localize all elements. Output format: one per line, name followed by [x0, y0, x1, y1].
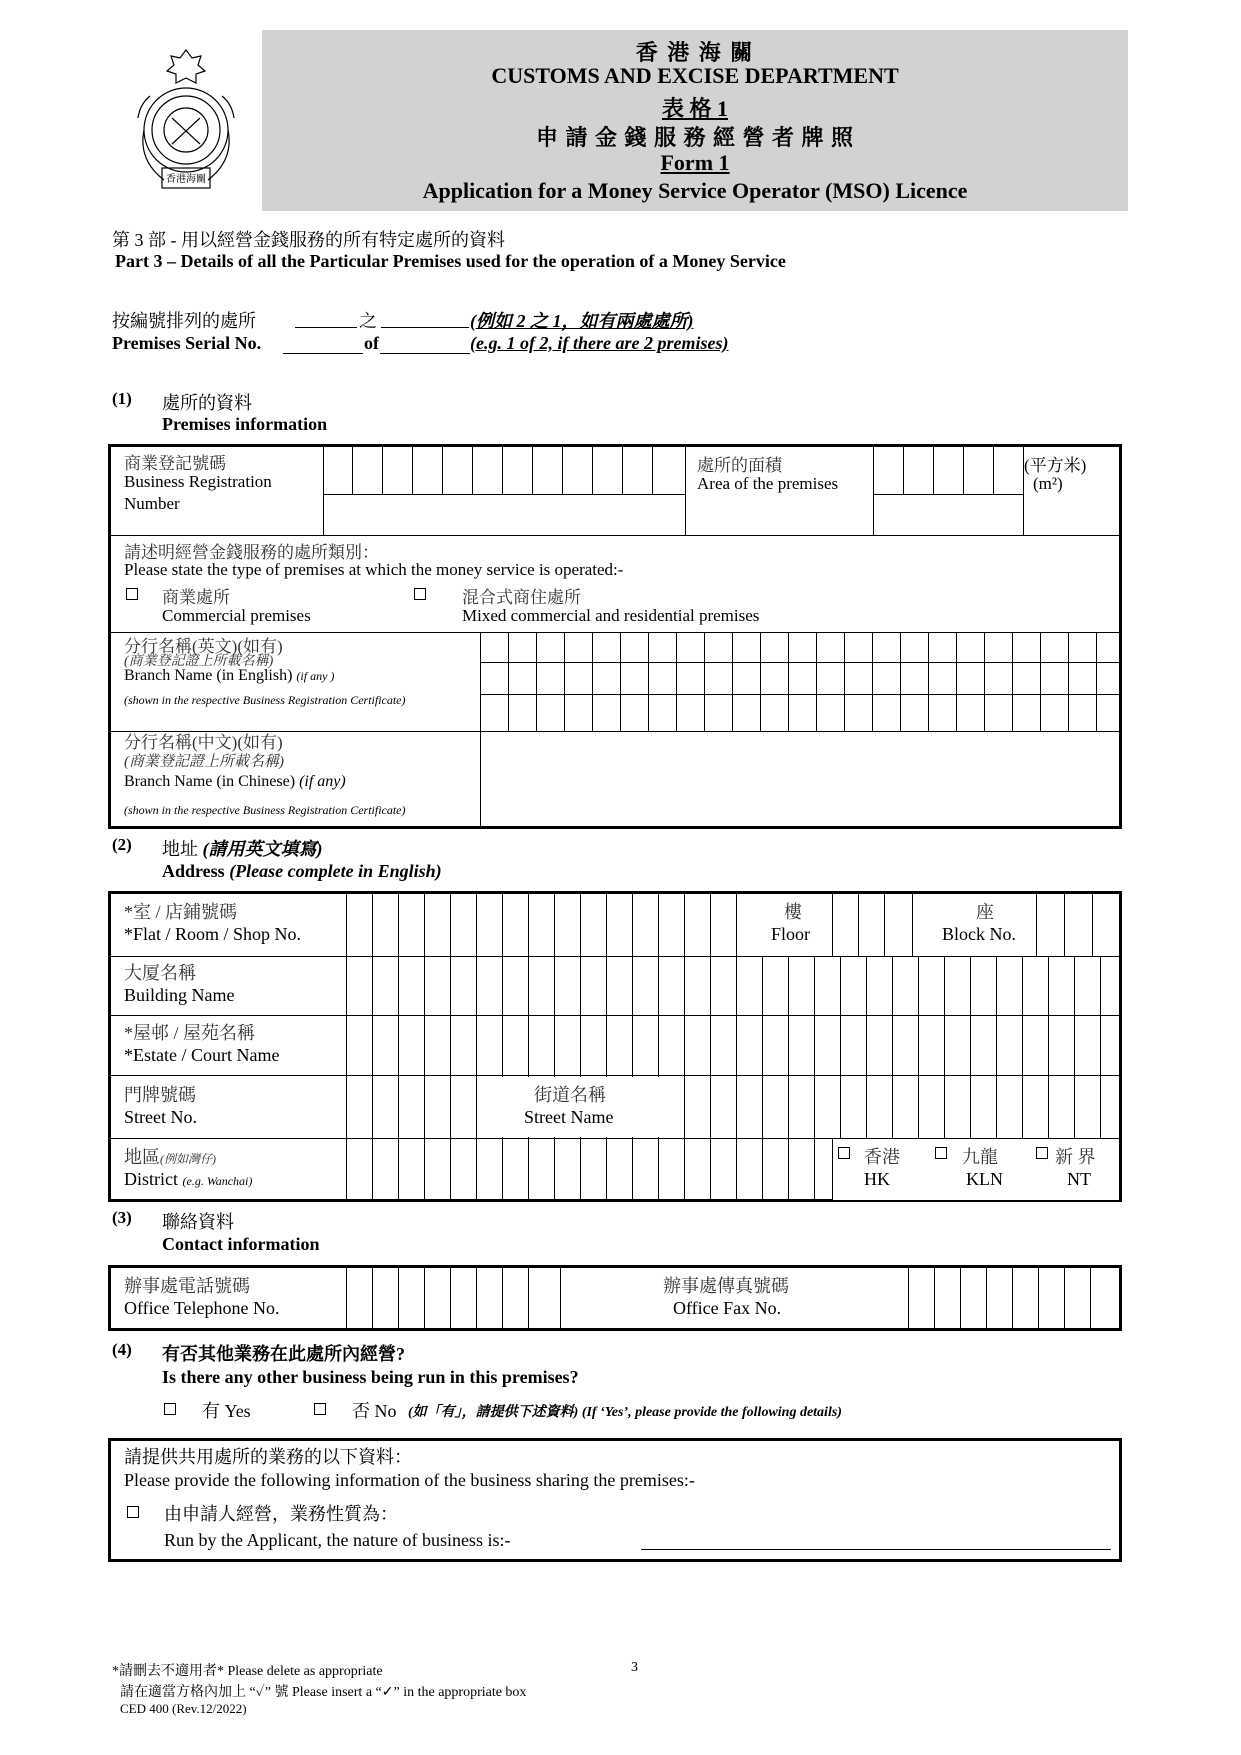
nt-checkbox[interactable] [1036, 1147, 1048, 1159]
form-code: CED 400 (Rev.12/2022) [120, 1701, 247, 1716]
section4-question-en: Is there any other business being run in this premises? [162, 1367, 579, 1387]
district-label-en: District [124, 1169, 178, 1189]
section4-number: (4) [112, 1340, 132, 1359]
branch-zh-label-en: Branch Name (in Chinese) [124, 773, 296, 790]
section2-title-zh: 地址 [162, 839, 198, 859]
run-by-applicant-checkbox[interactable] [127, 1506, 139, 1518]
section2-title-zh-note: (請用英文填寫) [202, 839, 323, 859]
branch-en-note-en: (shown in the respective Business Registration Certificate) [124, 693, 406, 707]
br-label-en-2: Number [124, 494, 180, 513]
serial-label-zh: 按編號排列的處所 [112, 311, 256, 331]
floor-label-zh: 樓 [784, 902, 802, 922]
no-label: 否 No [352, 1401, 397, 1421]
yes-label: 有 Yes [202, 1401, 251, 1421]
serial-of-en: of [364, 333, 379, 353]
form-title-en: Application for a Money Service Operator (MSO) Licence [422, 178, 968, 203]
mixed-label-en: Mixed commercial and residential premises [462, 606, 760, 625]
section2-number: (2) [112, 835, 132, 854]
branch-name-zh-field[interactable] [481, 733, 1119, 826]
street-no-label-zh: 門牌號碼 [124, 1085, 196, 1105]
district-cells[interactable] [346, 1138, 832, 1200]
telephone-cells[interactable] [346, 1267, 560, 1329]
serial-total-line-en[interactable] [380, 353, 470, 354]
kln-label-en: KLN [966, 1169, 1003, 1189]
building-label-en: Building Name [124, 985, 235, 1005]
premises-type-en: Please state the type of premises at which the money service is operated:- [124, 560, 624, 579]
mixed-checkbox[interactable] [414, 588, 426, 600]
floor-cells[interactable] [832, 893, 912, 956]
branch-zh-label-zh: 分行名稱(中文)(如有) [124, 733, 283, 752]
commercial-label-zh: 商業處所 [162, 588, 230, 607]
block-label-en: Block No. [942, 924, 1016, 944]
fax-label-en: Office Fax No. [673, 1298, 782, 1318]
run-by-applicant-en: Run by the Applicant, the nature of business is:- [164, 1530, 511, 1550]
street-no-label-en: Street No. [124, 1107, 197, 1127]
block-label-zh: 座 [976, 902, 994, 922]
branch-name-en-cells[interactable] [480, 632, 1120, 731]
area-label-zh: 處所的面積 [697, 456, 782, 475]
part-title-en: Part 3 – Details of all the Particular Premises used for the operation of a Money Service [115, 251, 786, 271]
block-cells[interactable] [1036, 893, 1120, 956]
branch-zh-note-zh: (商業登記證上所載名稱) [124, 754, 284, 770]
serial-example-en: (e.g. 1 of 2, if there are 2 premises) [470, 333, 729, 353]
br-label-en-1: Business Registration [124, 472, 272, 491]
serial-no-line-en[interactable] [283, 353, 363, 354]
no-checkbox[interactable] [314, 1403, 326, 1415]
seal-icon [124, 48, 248, 198]
tel-label-zh: 辦事處電話號碼 [124, 1276, 250, 1296]
section2-title-en: Address [162, 861, 225, 881]
fax-label-zh: 辦事處傳真號碼 [663, 1276, 789, 1296]
section2-title-en-note: (Please complete in English) [229, 861, 442, 881]
serial-of-zh: 之 [359, 311, 377, 331]
business-nature-line[interactable] [641, 1549, 1111, 1550]
street-name-label-zh: 街道名稱 [534, 1085, 606, 1105]
footer-note-delete: *請刪去不適用者* Please delete as appropriate [112, 1664, 383, 1679]
flat-label-zh: *室 / 店鋪號碼 [124, 902, 238, 922]
area-cells[interactable] [873, 446, 1023, 494]
section1-title-en: Premises information [162, 414, 328, 434]
section1-title-zh: 處所的資料 [162, 393, 252, 413]
br-label-zh: 商業登記號碼 [124, 454, 226, 473]
sharing-title-en: Please provide the following information of the business sharing the premises:- [124, 1470, 695, 1490]
yes-checkbox[interactable] [164, 1403, 176, 1415]
street-name-label-en: Street Name [524, 1107, 614, 1127]
nt-label-zh: 新 界 [1055, 1147, 1096, 1167]
section3-title-en: Contact information [162, 1234, 320, 1254]
kln-label-zh: 九龍 [962, 1147, 998, 1167]
kln-checkbox[interactable] [935, 1147, 947, 1159]
flat-no-cells[interactable] [346, 893, 760, 956]
area-unit-zh: (平方米) [1024, 456, 1087, 475]
svg-text:香港海關: 香港海關 [166, 174, 206, 185]
section1-number: (1) [112, 389, 132, 408]
hk-label-zh: 香港 [864, 1147, 900, 1167]
title-en: CUSTOMS AND EXCISE DEPARTMENT [491, 63, 899, 88]
br-number-cells[interactable] [323, 446, 685, 494]
branch-zh-ifany: (if any) [299, 773, 346, 790]
serial-no-line-zh[interactable] [295, 327, 357, 328]
form-number-en: Form 1 [660, 150, 730, 175]
form-title-zh: 申 請 金 錢 服 務 經 營 者 牌 照 [535, 125, 854, 150]
hk-label-en: HK [864, 1169, 890, 1189]
branch-en-note-zh: (商業登記證上所載名稱) [124, 654, 274, 669]
form-number-zh: 表 格 1 [661, 96, 728, 121]
nt-label-en: NT [1067, 1169, 1091, 1189]
commercial-label-en: Commercial premises [162, 606, 311, 625]
mixed-label-zh: 混合式商住處所 [462, 588, 581, 607]
area-unit-en: (m²) [1033, 474, 1063, 493]
district-label-zh: 地區 [124, 1147, 160, 1167]
section3-title-zh: 聯絡資料 [162, 1212, 234, 1232]
header-banner [262, 30, 1128, 211]
section4-note: (如「有」，請提供下述資料) (If ‘Yes’, please provide the following details) [408, 1405, 842, 1420]
estate-label-en: *Estate / Court Name [124, 1045, 280, 1065]
branch-zh-note-en: (shown in the respective Business Registration Certificate) [124, 803, 406, 817]
floor-label-en: Floor [771, 924, 811, 944]
title-zh: 香 港 海 關 [635, 40, 755, 65]
premises-type-zh: 請述明經營金錢服務的處所類別： [124, 543, 379, 562]
commercial-checkbox[interactable] [126, 588, 138, 600]
sharing-title-zh: 請提供共用處所的業務的以下資料： [124, 1447, 412, 1467]
serial-label-en: Premises Serial No. [112, 333, 262, 353]
branch-en-label-zh: 分行名稱(英文)(如有) [124, 637, 283, 656]
tel-label-en: Office Telephone No. [124, 1298, 280, 1318]
section3-number: (3) [112, 1208, 132, 1227]
building-label-zh: 大厦名稱 [124, 963, 196, 983]
customs-seal-logo [124, 48, 248, 198]
area-label-en: Area of the premises [697, 474, 839, 493]
part-title-zh: 第 3 部 - 用以經營金錢服務的所有特定處所的資料 [112, 230, 505, 250]
page-number: 3 [631, 1660, 638, 1675]
serial-total-line-zh[interactable] [381, 327, 469, 328]
section4-question-zh: 有否其他業務在此處所內經營? [162, 1344, 405, 1364]
serial-example-zh: (例如 2 之 1，如有兩處處所) [470, 311, 694, 331]
branch-en-ifany: (if any ) [296, 669, 335, 683]
fax-cells[interactable] [908, 1267, 1120, 1329]
address-grid-cells[interactable] [346, 956, 1120, 1138]
hk-checkbox[interactable] [838, 1147, 850, 1159]
district-eg-zh: (例如灣仔) [160, 1152, 216, 1166]
branch-en-label-en: Branch Name (in English) [124, 667, 293, 684]
run-by-applicant-zh: 由申請人經營，業務性質為： [164, 1504, 398, 1524]
footer-note-tick: 請在適當方格內加上 “✓” 號 Please insert a “✓” in the appropriate box [120, 1685, 527, 1700]
estate-label-zh: *屋邨 / 屋苑名稱 [124, 1023, 256, 1043]
district-eg-en: (e.g. Wanchai) [182, 1174, 253, 1188]
flat-label-en: *Flat / Room / Shop No. [124, 924, 302, 944]
